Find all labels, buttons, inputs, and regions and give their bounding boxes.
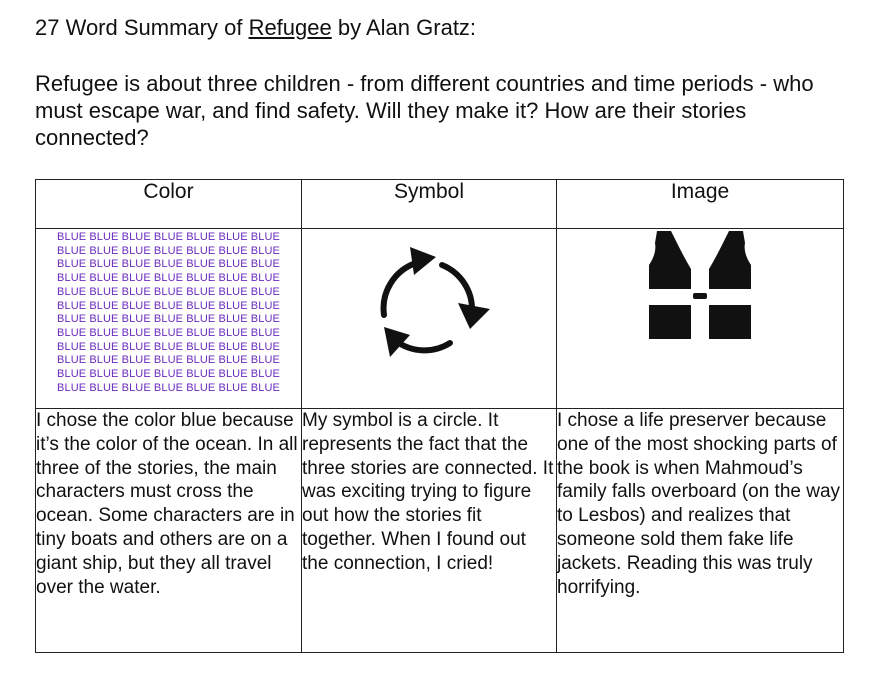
header-symbol: Symbol	[302, 180, 557, 229]
color-explanation: I chose the color blue because it’s the color of the ocean. In all three of the stories, the main characters must cross the ocean. Some characters are in tiny boats and others are on a giant ship, but they all travel over the water.	[36, 409, 302, 653]
life-vest-icon	[645, 229, 755, 341]
blue-word-line: BLUE BLUE BLUE BLUE BLUE BLUE BLUE	[57, 368, 280, 381]
color-cell	[36, 229, 302, 409]
summary-table	[35, 179, 844, 653]
blue-word-line: BLUE BLUE BLUE BLUE BLUE BLUE BLUE	[57, 381, 280, 394]
explanation-row	[36, 409, 844, 653]
book-title: Refugee	[248, 15, 332, 40]
image-cell	[557, 229, 844, 409]
header-row	[36, 180, 844, 229]
circular-arrows-icon	[354, 229, 504, 369]
blue-word-line: BLUE BLUE BLUE BLUE BLUE BLUE BLUE	[57, 244, 280, 257]
page-title	[35, 14, 476, 42]
title-suffix: by Alan Gratz:	[331, 15, 477, 40]
blue-word-line: BLUE BLUE BLUE BLUE BLUE BLUE BLUE	[57, 231, 280, 243]
blue-word-line: BLUE BLUE BLUE BLUE BLUE BLUE BLUE	[57, 272, 280, 285]
blue-word-line: BLUE BLUE BLUE BLUE BLUE BLUE BLUE	[57, 326, 280, 339]
symbol-cell	[302, 229, 557, 409]
blue-word-line: BLUE BLUE BLUE BLUE BLUE BLUE BLUE	[57, 258, 280, 271]
blue-word-line: BLUE BLUE BLUE BLUE BLUE BLUE BLUE	[57, 299, 280, 312]
header-color: Color	[36, 180, 302, 229]
blue-word-block	[57, 231, 280, 395]
symbol-explanation: My symbol is a circle. It represents the fact that the three stories are connected. It was exciting trying to figure out how the stories fit together. When I found out the connection, I cried!	[302, 409, 557, 653]
blue-word-line: BLUE BLUE BLUE BLUE BLUE BLUE BLUE	[57, 285, 280, 298]
visual-row	[36, 229, 844, 409]
title-prefix: 27 Word Summary of	[35, 15, 249, 40]
blue-word-line: BLUE BLUE BLUE BLUE BLUE BLUE BLUE	[57, 340, 280, 353]
blue-word-line: BLUE BLUE BLUE BLUE BLUE BLUE BLUE	[57, 313, 280, 326]
summary-paragraph: Refugee is about three children - from different countries and time periods - who must escape war, and find safety. Will they make it? How are their stories connected?	[35, 71, 814, 150]
blue-word-line: BLUE BLUE BLUE BLUE BLUE BLUE BLUE	[57, 354, 280, 367]
image-explanation: I chose a life preserver because one of the most shocking parts of the book is when Mahmoud’s family falls overboard (on the way to Lesbos) and realizes that someone sold them fake life jackets. Reading this was truly horrifying.	[557, 409, 844, 653]
header-image: Image	[557, 180, 844, 229]
